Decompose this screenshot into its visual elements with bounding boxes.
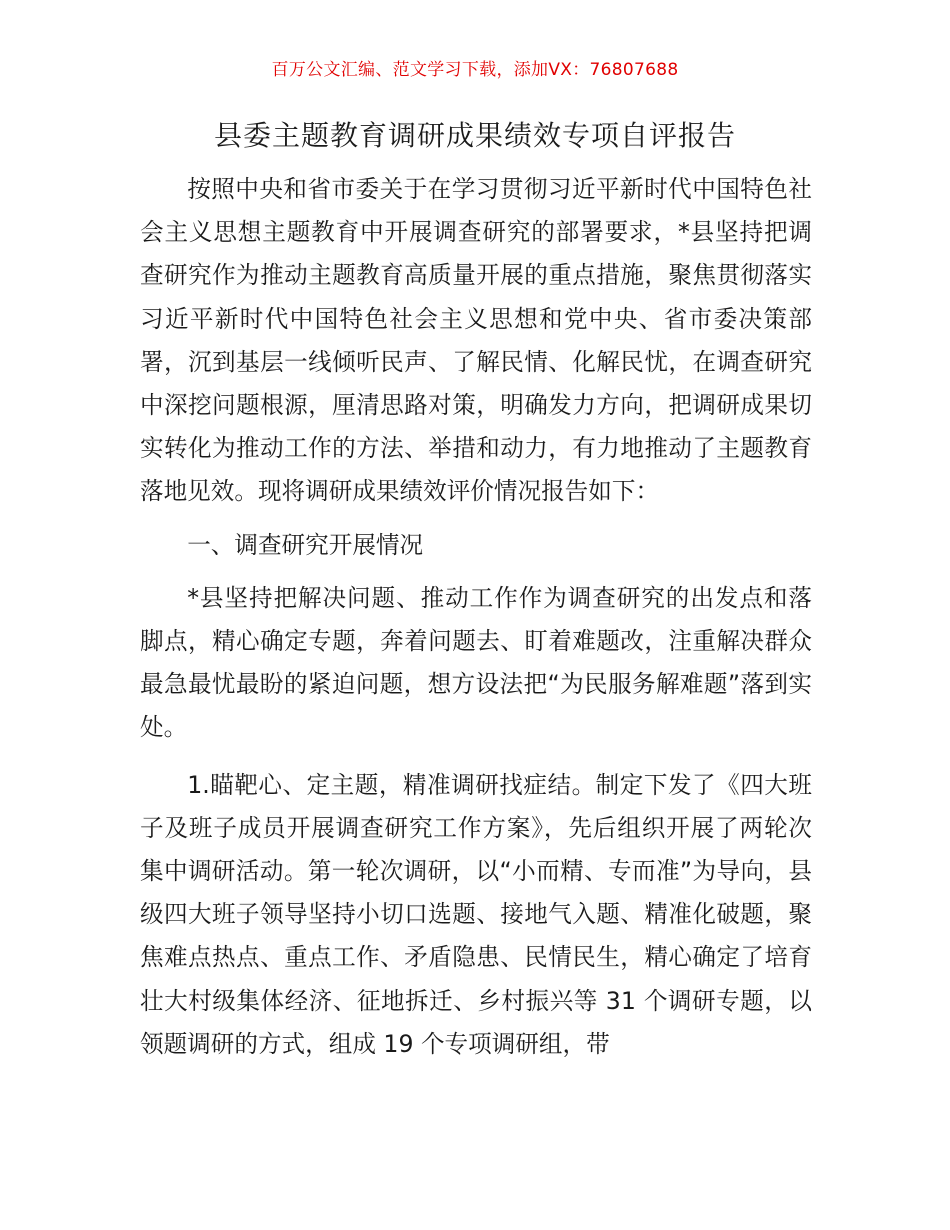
section-heading-1: 一、调查研究开展情况: [187, 530, 424, 559]
header-contact-note: 百万公文汇编、范文学习下载，添加VX：76807688: [271, 60, 679, 80]
subsection-1-paragraph: 1.瞄靶心、定主题，精准调研找症结。制定下发了《四大班子及班子成员开展调查研究工作方案》，先后组织开展了两轮次集中调研活动。第一轮次调研，以“小而精、专而准”为导向，县级四大班子领导坚持小切口选题、接地气入题、精准化破题，聚焦难点热点、重点工作、矛盾隐患、民情民生，精心确定了培育壮大村级集体经济、征地拆迁、乡村振兴等 31 个调研专题，以领题调研的方式，组成 19 个专项调研组，带: [140, 770, 812, 1058]
intro-paragraph: 按照中央和省市委关于在学习贯彻习近平新时代中国特色社会主义思想主题教育中开展调查研究的部署要求，*县坚持把调查研究作为推动主题教育高质量开展的重点措施，聚焦贯彻落实习近平新时代中国特色社会主义思想和党中央、省市委决策部署，沉到基层一线倾听民声、了解民情、化解民忧，在调查研究中深挖问题根源，厘清思路对策，明确发力方向，把调研成果切实转化为推动工作的方法、举措和动力，有力地推动了主题教育落地见效。现将调研成果绩效评价情况报告如下：: [140, 175, 812, 506]
document-body: [140, 168, 812, 1066]
section-1-paragraph: *县坚持把解决问题、推动工作作为调查研究的出发点和落脚点，精心确定专题，奔着问题去、盯着难题改，注重解决群众最急最忧最盼的紧迫问题，想方设法把“为民服务解难题”落到实处。: [140, 583, 812, 742]
document-title: 县委主题教育调研成果绩效专项自评报告: [213, 119, 736, 152]
